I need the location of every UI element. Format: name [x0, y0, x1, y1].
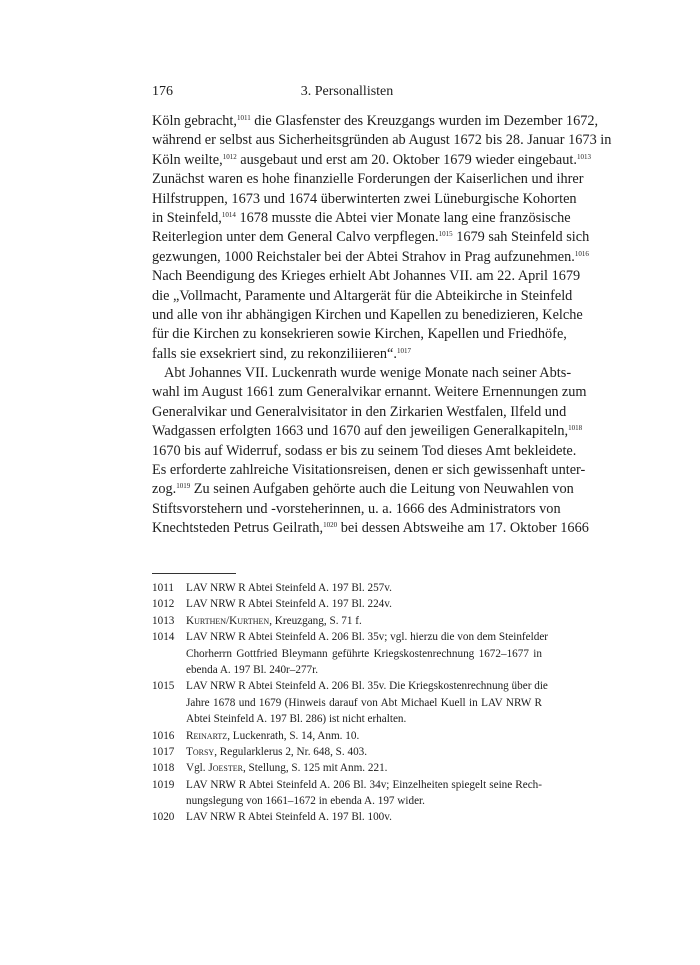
footnote: [152, 809, 542, 825]
footnote: [152, 580, 542, 596]
text-run: 1678 musste die Abtei vier Monate lang eine französische: [235, 209, 571, 226]
footnote: [152, 613, 542, 629]
body-line: [152, 442, 577, 461]
body-line: [152, 228, 590, 247]
text-run: ebenda A. 197 Bl. 240r–277r.: [186, 663, 319, 676]
footnote-reference: 1019: [176, 482, 191, 491]
footnote-reference: 1015: [438, 230, 453, 239]
body-line: [152, 170, 584, 189]
author-name: Kurthen/Kurthen: [186, 614, 270, 627]
footnote-line: [152, 678, 548, 694]
text-run: Chorherrn Gottfried Bleymann geführte Kriegskostenrechnung 1672–1677 in: [186, 647, 542, 660]
footnote-number: 1011: [152, 582, 174, 594]
text-run: Knechtsteden Petrus Geilrath,: [152, 520, 324, 537]
footnote-reference: 1017: [396, 346, 411, 355]
body-line: [152, 209, 571, 228]
body-text: [152, 112, 612, 539]
footnote: [152, 728, 542, 744]
footnote: [152, 629, 549, 678]
body-line: [152, 383, 587, 402]
footnote-reference: 1020: [323, 521, 338, 530]
text-run: LAV NRW R Abtei Steinfeld A. 197 Bl. 257v.: [186, 582, 392, 594]
body-line: [152, 364, 572, 383]
text-run: die Glasfenster des Kreuzgangs wurden im Dezember 1672,: [250, 113, 599, 129]
text-run: Vgl.: [186, 762, 209, 775]
text-run: wahl im August 1661 zum Generalvikar ernannt. Weitere Ernennungen zum: [152, 384, 587, 401]
footnote-reference: 1018: [568, 424, 583, 433]
text-run: für die Kirchen zu konsekrieren sowie Kirchen, Kapellen und Friedhöfe,: [152, 326, 567, 343]
body-line: [152, 422, 583, 441]
text-run: Abt Johannes VII. Luckenrath wurde wenige Monate nach seiner Abts-: [164, 365, 572, 382]
body-line: [152, 131, 612, 150]
footnotes: [152, 580, 549, 826]
text-run: die „Vollmacht, Paramente und Altargerät für die Abteikirche in Steinfeld: [152, 287, 573, 304]
text-run: Nach Beendigung des Krieges erhielt Abt Johannes VII. am 22. April 1679: [152, 268, 581, 285]
text-run: Es erforderte zahlreiche Visitationsreisen, denen er sich gewissenhaft unter-: [152, 462, 586, 479]
text-run: Stiftsvorstehern und -vorsteherinnen, u. a. 1666 des Administrators von: [152, 500, 561, 517]
running-head: 3. Personallisten: [300, 84, 394, 99]
footnote-line: [152, 662, 542, 678]
text-run: LAV NRW R Abtei Steinfeld A. 197 Bl. 100v.: [186, 811, 392, 824]
footnote: [152, 678, 548, 727]
body-line: [152, 190, 577, 209]
text-run: , Kreuzgang, S. 71 f.: [269, 614, 362, 627]
footnote-number: 1013: [152, 614, 175, 627]
text-run: Köln weilte,: [152, 151, 223, 168]
text-run: LAV NRW R Abtei Steinfeld A. 206 Bl. 35v; vgl. hierzu die von dem Steinfelder: [186, 631, 549, 644]
text-run: Zunächst waren es hohe finanzielle Forderungen der Kaiserlichen und ihrer: [152, 171, 584, 188]
text-run: während er selbst aus Sicherheitsgründen ab August 1672 bis 28. Januar 1673 in: [152, 132, 612, 149]
footnote-line: [152, 646, 542, 662]
footnote-line: [152, 760, 542, 776]
footnote-reference: 1016: [574, 249, 589, 258]
text-run: nungslegung von 1661–1672 in ebenda A. 197 wider.: [186, 795, 425, 808]
text-run: , Regularklerus 2, Nr. 648, S. 403.: [214, 745, 368, 758]
text-run: zog.: [152, 481, 177, 498]
body-line: [152, 287, 573, 306]
author-name: Torsy: [186, 745, 215, 758]
text-run: 1670 bis auf Widerruf, sodass er bis zu seinem Tod dieses Amt bekleidete.: [152, 442, 577, 459]
footnote-separator: [152, 573, 236, 574]
footnote-number: 1014: [152, 631, 175, 644]
footnote-line: [152, 629, 549, 645]
body-line: [152, 500, 561, 519]
footnote-line: [152, 695, 542, 711]
text-run: , Stellung, S. 125 mit Anm. 221.: [242, 762, 388, 775]
footnote-line: [152, 728, 542, 744]
body-line: [152, 480, 574, 499]
page-number: 176: [152, 84, 173, 99]
body-line: [152, 306, 583, 325]
text-run: Zu seinen Aufgaben gehörte auch die Leitung von Neuwahlen von: [190, 481, 574, 498]
footnote-number: 1012: [152, 598, 175, 611]
page-header: [152, 84, 542, 104]
body-line: [152, 112, 599, 131]
text-run: Hilfstruppen, 1673 und 1674 überwinterten zwei Lüneburgische Kohorten: [152, 190, 577, 207]
text-run: LAV NRW R Abtei Steinfeld A. 206 Bl. 35v. Die Kriegskostenrechnung über die: [186, 680, 548, 693]
text-run: Köln gebracht,: [152, 113, 237, 129]
text-run: gezwungen, 1000 Reichstaler bei der Abtei Strahov in Prag aufzunehmen.: [152, 248, 575, 265]
footnote-number: 1015: [152, 680, 175, 693]
body-line: [152, 461, 586, 480]
footnote-line: [152, 793, 542, 809]
footnote-number: 1016: [152, 729, 175, 742]
text-run: Generalvikar und Generalvisitator in den Zirkarien Westfalen, Ilfeld und: [152, 403, 567, 420]
footnote-number: 1019: [152, 778, 175, 791]
footnote-number: 1017: [152, 745, 175, 758]
author-name: Joester: [208, 762, 243, 775]
text-run: Reiterlegion unter dem General Calvo verpflegen.: [152, 229, 439, 246]
footnote-number: 1018: [152, 762, 175, 775]
text-run: bei dessen Abtsweihe am 17. Oktober 1666: [337, 520, 589, 537]
footnote: [152, 744, 542, 760]
text-run: LAV NRW R Abtei Steinfeld A. 197 Bl. 224v.: [186, 598, 392, 611]
footnote-reference: 1014: [221, 210, 236, 219]
body-line: [152, 325, 567, 344]
body-line: [152, 345, 542, 364]
text-run: Jahre 1678 und 1679 (Hinweis darauf von Abt Michael Kuell in LAV NRW R: [186, 696, 542, 709]
body-line: [152, 403, 567, 422]
footnote-line: [152, 744, 542, 760]
footnote-line: [152, 596, 542, 612]
footnote-line: [152, 580, 542, 596]
text-run: Wadgassen erfolgten 1663 und 1670 auf den jeweiligen Generalkapiteln,: [152, 423, 569, 440]
footnote-reference: 1011: [236, 114, 251, 122]
footnote-line: [152, 613, 542, 629]
footnote-line: [152, 809, 542, 825]
body-line: [152, 151, 591, 170]
footnote-reference: 1012: [222, 152, 237, 161]
text-run: Abtei Steinfeld A. 197 Bl. 286) ist nicht erhalten.: [186, 713, 407, 726]
footnote-number: 1020: [152, 811, 175, 824]
text-run: ausgebaut und erst am 20. Oktober 1679 wieder eingebaut.: [236, 151, 577, 168]
text-run: LAV NRW R Abtei Steinfeld A. 206 Bl. 34v; Einzelheiten spiegelt seine Rech-: [186, 778, 542, 791]
author-name: Reinartz: [186, 729, 228, 742]
text-run: falls sie exsekriert sind, zu rekonziliieren“.: [152, 345, 397, 362]
text-run: , Luckenrath, S. 14, Anm. 10.: [227, 729, 360, 742]
text-run: in Steinfeld,: [152, 209, 222, 226]
text-run: und alle von ihr abhängigen Kirchen und Kapellen zu benedizieren, Kelche: [152, 306, 583, 323]
footnote-reference: 1013: [576, 152, 591, 161]
body-line: [152, 267, 581, 286]
footnote: [152, 777, 542, 810]
footnote-line: [152, 711, 542, 727]
body-line: [152, 519, 589, 538]
body-line: [152, 248, 589, 267]
footnote: [152, 596, 542, 612]
text-run: 1679 sah Steinfeld sich: [452, 229, 590, 246]
footnote: [152, 760, 542, 776]
footnote-line: [152, 777, 542, 793]
